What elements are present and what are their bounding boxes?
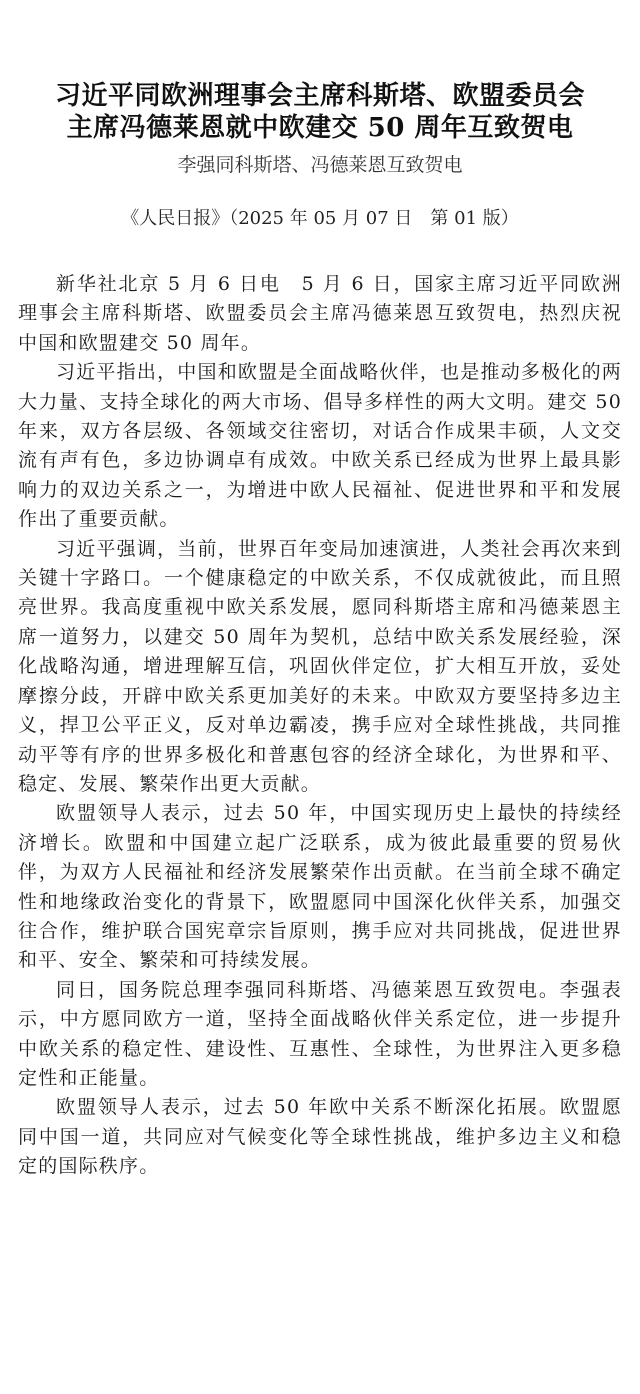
article-body — [18, 270, 622, 1182]
article-paragraph: 习近平指出，中国和欧盟是全面战略伙伴，也是推动多极化的两大力量、支持全球化的两大市场、倡导多样性的两大文明。建交 50 年来，双方各层级、各领域交往密切，对话合作成果丰硕，人文交流有声有色，多边协调卓有成效。中欧关系已经成为世界上最具影响力的双边关系之一，为增进中欧人民福祉、促进世界和平和发展作出了重要贡献。 — [18, 361, 622, 531]
article-title — [18, 0, 622, 144]
article-title-line-1: 习近平同欧洲理事会主席科斯塔、欧盟委员会 — [54, 81, 585, 111]
article-title-line-2: 主席冯德莱恩就中欧建交 50 周年互致贺电 — [66, 113, 574, 143]
article-paragraph: 欧盟领导人表示，过去 50 年，中国实现历史上最快的持续经济增长。欧盟和中国建立起广泛联系，成为彼此最重要的贸易伙伴，为双方人民福祉和经济发展繁荣作出贡献。在当前全球不确定性和地缘政治变化的背景下，欧盟愿同中国深化伙伴关系，加强交往合作，维护联合国宪章宗旨原则，携手应对共同挑战，促进世界和平、安全、繁荣和可持续发展。 — [18, 802, 622, 972]
article-paragraph: 同日，国务院总理李强同科斯塔、冯德莱恩互致贺电。李强表示，中方愿同欧方一道，坚持全面战略伙伴关系定位，进一步提升中欧关系的稳定性、建设性、互惠性、全球性，为世界注入更多稳定性和正能量。 — [18, 978, 622, 1089]
article-paragraph: 新华社北京 5 月 6 日电 5 月 6 日，国家主席习近平同欧洲理事会主席科斯塔、欧盟委员会主席冯德莱恩互致贺电，热烈庆祝中国和欧盟建交 50 周年。 — [18, 273, 622, 354]
article-subtitle: 李强同科斯塔、冯德莱恩互致贺电 — [177, 154, 463, 176]
article-source: 《人民日报》（2025 年 05 月 07 日 第 01 版） — [121, 208, 519, 229]
article-paragraph: 习近平强调，当前，世界百年变局加速演进，人类社会再次来到关键十字路口。一个健康稳定的中欧关系，不仅成就彼此，而且照亮世界。我高度重视中欧关系发展，愿同科斯塔主席和冯德莱恩主席一道努力，以建交 50 周年为契机，总结中欧关系发展经验，深化战略沟通，增进理解互信，巩固伙伴定位，扩大相互开放，妥处摩擦分歧，开辟中欧关系更加美好的未来。中欧双方要坚持多边主义，捍卫公平正义，反对单边霸凌，携手应对全球性挑战，共同推动平等有序的世界多极化和普惠包容的经济全球化，为世界和平、稳定、发展、繁荣作出更大贡献。 — [18, 537, 622, 795]
article-paragraph: 欧盟领导人表示，过去 50 年欧中关系不断深化拓展。欧盟愿同中国一道，共同应对气候变化等全球性挑战，维护多边主义和稳定的国际秩序。 — [18, 1096, 622, 1178]
